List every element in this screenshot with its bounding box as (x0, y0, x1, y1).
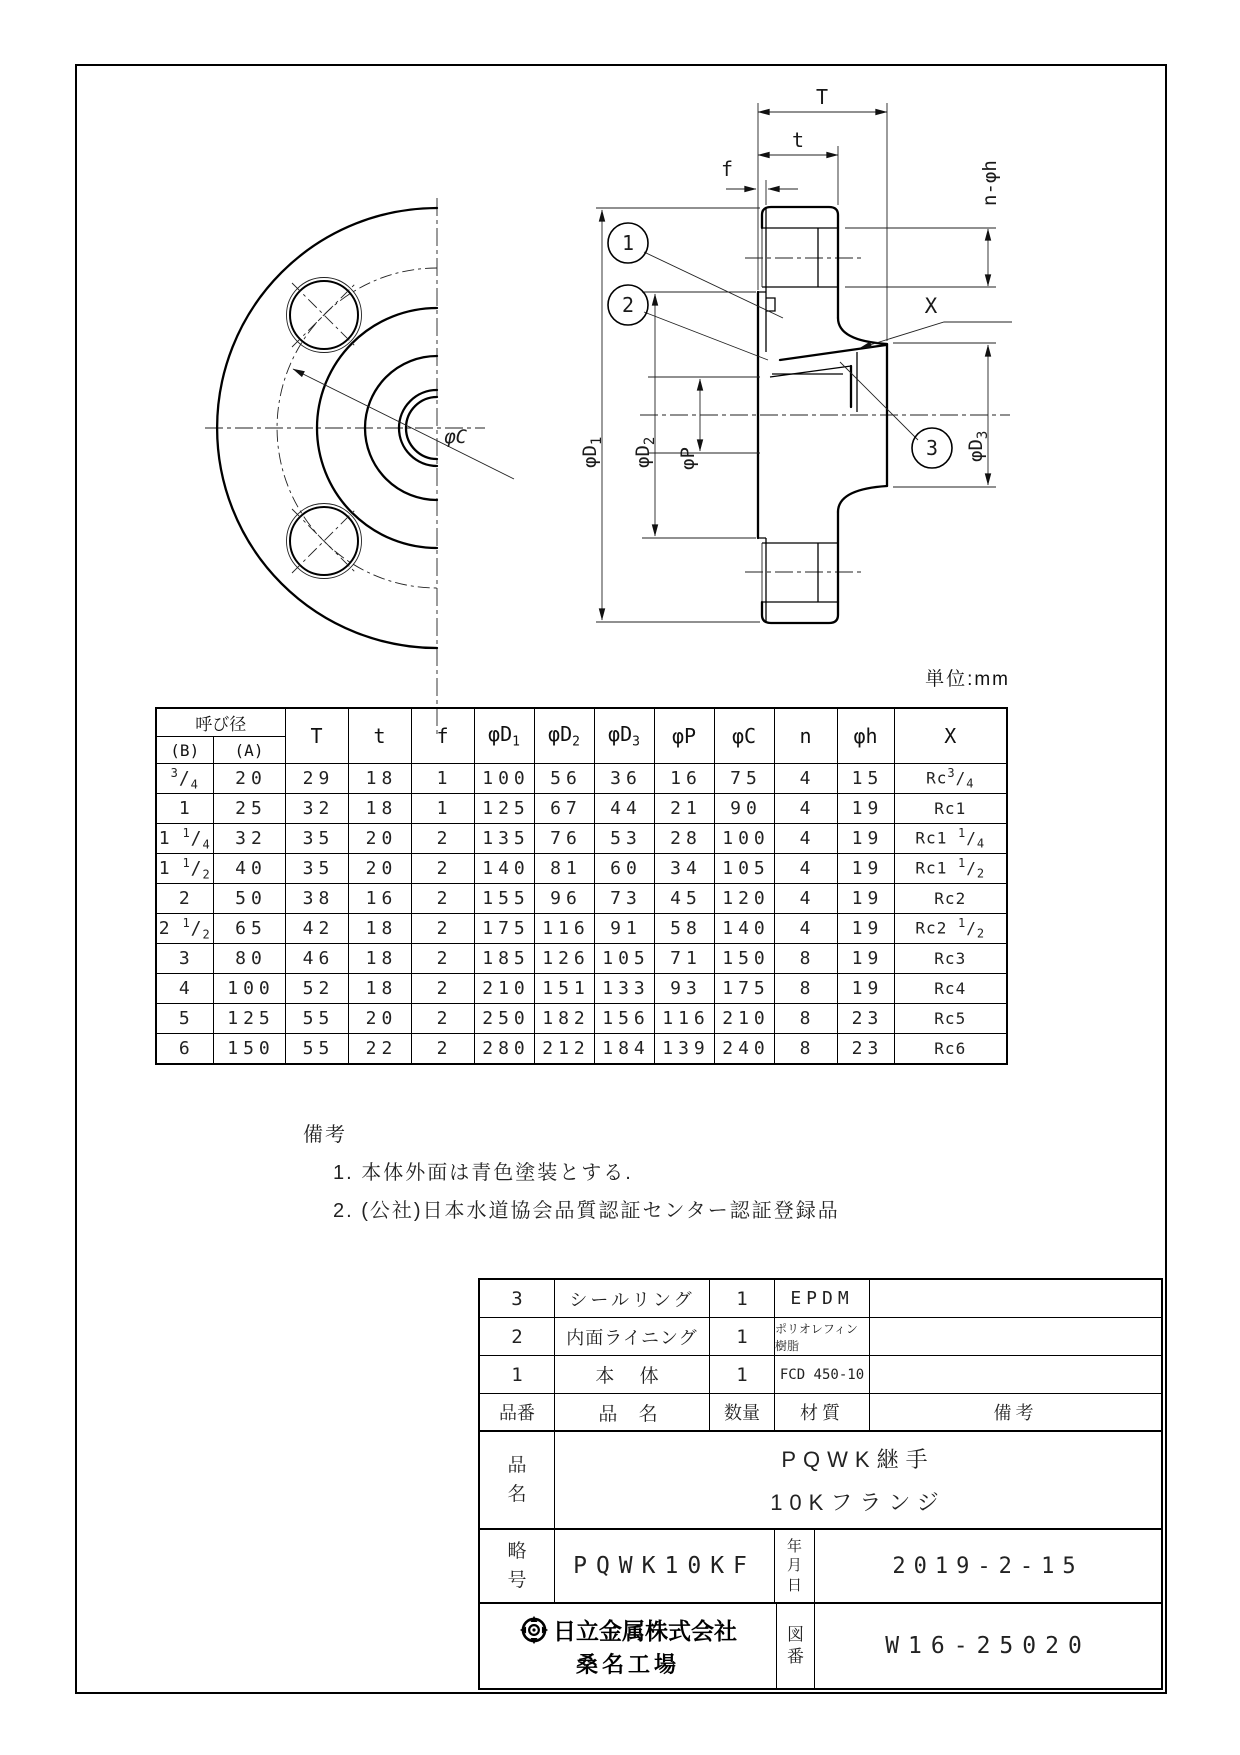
title-block (478, 1278, 1163, 1690)
balloon-2 (608, 285, 768, 360)
code-label: 略号 (480, 1530, 555, 1604)
header-phi-c: φC (714, 708, 774, 764)
parts-header-remarks: 備考 (870, 1394, 1161, 1432)
company-logo (519, 1615, 549, 1645)
part-qty: 1 (710, 1318, 775, 1356)
part-material: EPDM (775, 1280, 870, 1318)
parts-header-name: 品 名 (555, 1394, 710, 1432)
dimension-table-row: 1 $^1/_2$ 40 35 20 2 140 81 60 34 105 4 19 Rc1 $^1/_2$ (156, 854, 1007, 884)
product-name-line1: PQWK継手 (781, 1447, 935, 1473)
part-no: 1 (480, 1356, 555, 1394)
header-phi-p: φP (654, 708, 714, 764)
unit-label: 単位:mm (925, 669, 1010, 690)
header-nominal-a: (A) (213, 737, 285, 764)
dimension-table-row: 3 80 46 18 2 185 126 105 71 150 8 19 Rc3 (156, 944, 1007, 974)
dim-label-phi-d1: $\varphi D_1$ (579, 436, 605, 468)
part-material: FCD 450-10 (775, 1356, 870, 1394)
factory-name: 桑名工場 (575, 1652, 680, 1677)
part-qty: 1 (710, 1356, 775, 1394)
part-name: 本 体 (555, 1356, 710, 1394)
header-phi-d3: $\varphi D_3$ (594, 708, 654, 764)
product-code: PQWK10KF (555, 1530, 775, 1604)
part-name: シールリング (555, 1280, 710, 1318)
dimension-table-row: 4 100 52 18 2 210 151 133 93 175 8 19 Rc4 (156, 974, 1007, 1004)
dim-label-phi-c: φC (444, 426, 467, 448)
part-no: 2 (480, 1318, 555, 1356)
parts-header-no: 品番 (480, 1394, 555, 1432)
product-name-line2: 10Kフランジ (770, 1489, 946, 1515)
header-phi-d2: $\varphi D_2$ (534, 708, 594, 764)
notes (303, 1118, 840, 1223)
section-view (579, 85, 1012, 623)
header-t: t (348, 708, 411, 764)
dim-label-phi-p: φP (677, 447, 699, 470)
header-nominal-dia: 呼び径 (156, 708, 285, 737)
dim-label-phi-d2: $\varphi D_2$ (632, 436, 658, 468)
part-no: 3 (480, 1280, 555, 1318)
part-material: ポリオレフィン樹脂 (775, 1318, 870, 1356)
dim-label-t: t (791, 128, 805, 152)
svg-text:1: 1 (621, 231, 635, 255)
parts-header-qty: 数量 (710, 1394, 775, 1432)
note-item: 2. (公社)日本水道協会品質認証センター認証登録品 (333, 1200, 840, 1222)
dimension-table-row: 5 125 55 20 2 250 182 156 116 210 8 23 Rc5 (156, 1004, 1007, 1034)
parts-header-material: 材質 (775, 1394, 870, 1432)
dimension-table-row: 6 150 55 22 2 280 212 184 139 240 8 23 Rc6 (156, 1034, 1007, 1065)
header-phi-d1: $\varphi D_1$ (474, 708, 534, 764)
drawing-no: W16-25020 (885, 1633, 1091, 1659)
part-remarks (870, 1318, 1161, 1356)
part-remarks (870, 1280, 1161, 1318)
dimension-table-row: 2 $^1/_2$ 65 42 18 2 175 116 91 58 140 4 19 Rc2 $^1/_2$ (156, 914, 1007, 944)
dimension-table-body (156, 764, 1007, 1065)
dim-label-phi-d3: $\varphi D_3$ (965, 430, 991, 462)
part-remarks (870, 1356, 1161, 1394)
drawing-no-label: 図番 (777, 1604, 815, 1688)
dim-label-f: f (720, 157, 734, 181)
product-name-label: 品名 (480, 1432, 555, 1530)
dimension-table-row: 1 $^1/_4$ 32 35 20 2 135 76 53 28 100 4 19 Rc1 $^1/_4$ (156, 824, 1007, 854)
date-label: 年月日 (775, 1530, 815, 1604)
note-item: 1. 本体外面は青色塗装とする. (333, 1162, 633, 1184)
header-n: n (774, 708, 837, 764)
dim-label-n-phi-h: n-φh (979, 160, 1001, 206)
dimension-table (155, 707, 1008, 1065)
svg-text:3: 3 (925, 436, 939, 460)
notes-title: 備考 (303, 1124, 347, 1146)
dim-label-T: T (815, 85, 829, 109)
dim-label-x: X (924, 294, 938, 318)
date-value: 2019-2-15 (815, 1530, 1161, 1604)
header-T: T (285, 708, 348, 764)
svg-text:2: 2 (621, 293, 635, 317)
dimension-table-row: 2 50 38 16 2 155 96 73 45 120 4 19 Rc2 (156, 884, 1007, 914)
company-cell (480, 1604, 777, 1688)
part-name: 内面ライニング (555, 1318, 710, 1356)
dimension-table-row: $^3/_4$ 20 29 18 1 100 56 36 16 75 4 15 $Rc^3/_4$ (156, 764, 1007, 794)
company-name: 日立金属株式会社 (553, 1618, 737, 1644)
header-X: X (894, 708, 1007, 764)
balloon-1 (608, 223, 783, 318)
part-qty: 1 (710, 1280, 775, 1318)
product-name (555, 1432, 1161, 1530)
front-view (205, 198, 514, 738)
header-nominal-b: (B) (156, 737, 213, 764)
header-f: f (411, 708, 474, 764)
header-phi-h: φh (837, 708, 894, 764)
dimension-table-row: 1 25 32 18 1 125 67 44 21 90 4 19 Rc1 (156, 794, 1007, 824)
